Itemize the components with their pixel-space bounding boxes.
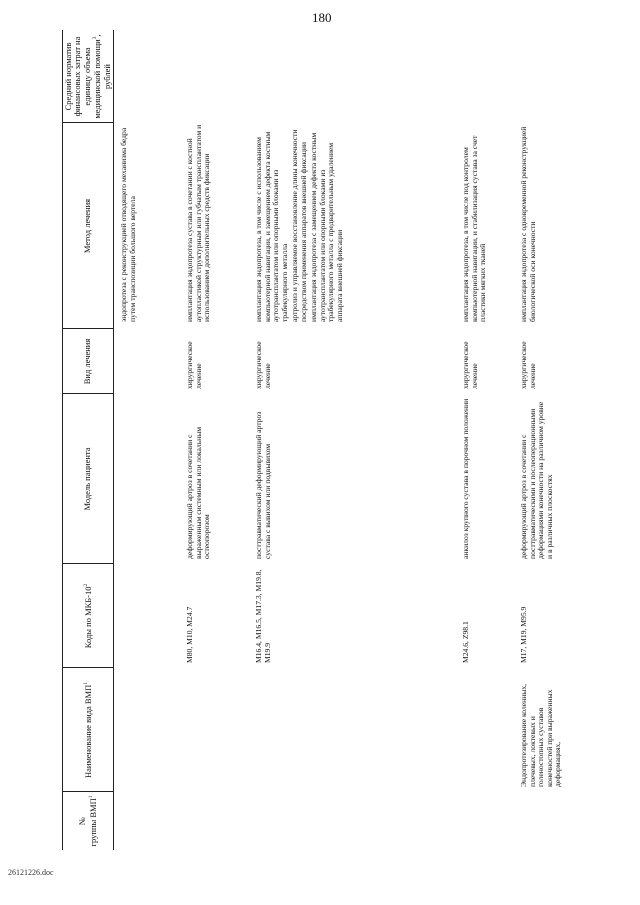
row-3-codes: M24.6, Z98.1 <box>461 621 470 663</box>
row-4-method: имплантация эндопротеза с одновременной реконструкцией биологической оси конечности <box>519 126 537 322</box>
header-icd-codes: Коды по МКБ-$10^2$ <box>82 583 93 649</box>
row-3-model: анкилоз крупного сустава в порочном положении <box>461 398 470 559</box>
header-treatment-method: Метод лечения <box>82 198 93 254</box>
header-group-number: № группы ВМП$^1$ <box>77 795 98 847</box>
row-1-model: деформирующий артроз в сочетании с выраженным системным или локальным остеопорозом <box>185 426 211 559</box>
row-3-method: имплантация эндопротеза, в том числе под контролем компьютерной навигации, и стабилизация сустава за счет пластики мягких тканей <box>461 135 487 322</box>
row-4-model: деформирующий артроз в сочетании с посттравматическими и послеоперационными деформациями конечности на различном уровне и в различных плоскостях <box>519 401 554 559</box>
row-4-name: Эндопротезирование коленных, плечевых, локтевых и голеностопных суставов конечностей при выраженных деформациях, <box>519 683 562 787</box>
row-4-codes: M17, M19, M95.9 <box>519 606 528 663</box>
footer-filename: 26121226.doc <box>8 868 54 877</box>
header-vmp-name: Наименование вида ВМП$^1$ <box>82 682 93 778</box>
row-2-type: хирургическое лечение <box>254 341 272 389</box>
row-1-method: имплантация эндопротеза сустава в сочетании с костной аутопластикой структурным или губчатым трансплантатом и использованием дополнительных средств фиксации <box>185 124 211 322</box>
row-0-method: эндопротеза с реконструкцией отводящего механизма бедра путем транспозиции большого вертела <box>119 127 137 322</box>
row-2-method: имплантация эндопротеза, в том числе с использованием компьютерной навигации, и замещением дефекта костным аутотрансплантатом или опорными блоками из трабекулярного металла артролиз и управляемое восстановление длины конечности посредством применения аппаратов внешней фиксации имплантация эндопротеза с замещением дефекта костным аутотрансплантатом или опорными блоками из трабекулярного металла с предварительным удалением аппарата внешней фиксации <box>254 129 344 322</box>
row-3-type: хирургическое лечение <box>461 341 479 389</box>
row-2-codes: M16.4, M16.5, M17.3, M19.8, M19.9 <box>254 569 272 663</box>
page-number: 180 <box>312 10 332 25</box>
header-patient-model: Модель пациента <box>82 447 93 511</box>
row-2-model: посттравматический деформирующий артроз сустава с вывихом или подвывихом <box>254 411 272 559</box>
row-1-type: хирургическое лечение <box>185 341 203 389</box>
rotated-table <box>62 30 620 850</box>
table-header <box>62 30 114 850</box>
row-1-codes: M80, M10, M24.7 <box>185 606 194 663</box>
header-average-cost: Средний норматив финансовых затрат на единицу объема медицинской помощи$^3$, рублей <box>62 34 112 119</box>
header-treatment-type: Вид лечения <box>82 338 93 385</box>
row-4-type: хирургическое лечение <box>519 341 537 389</box>
